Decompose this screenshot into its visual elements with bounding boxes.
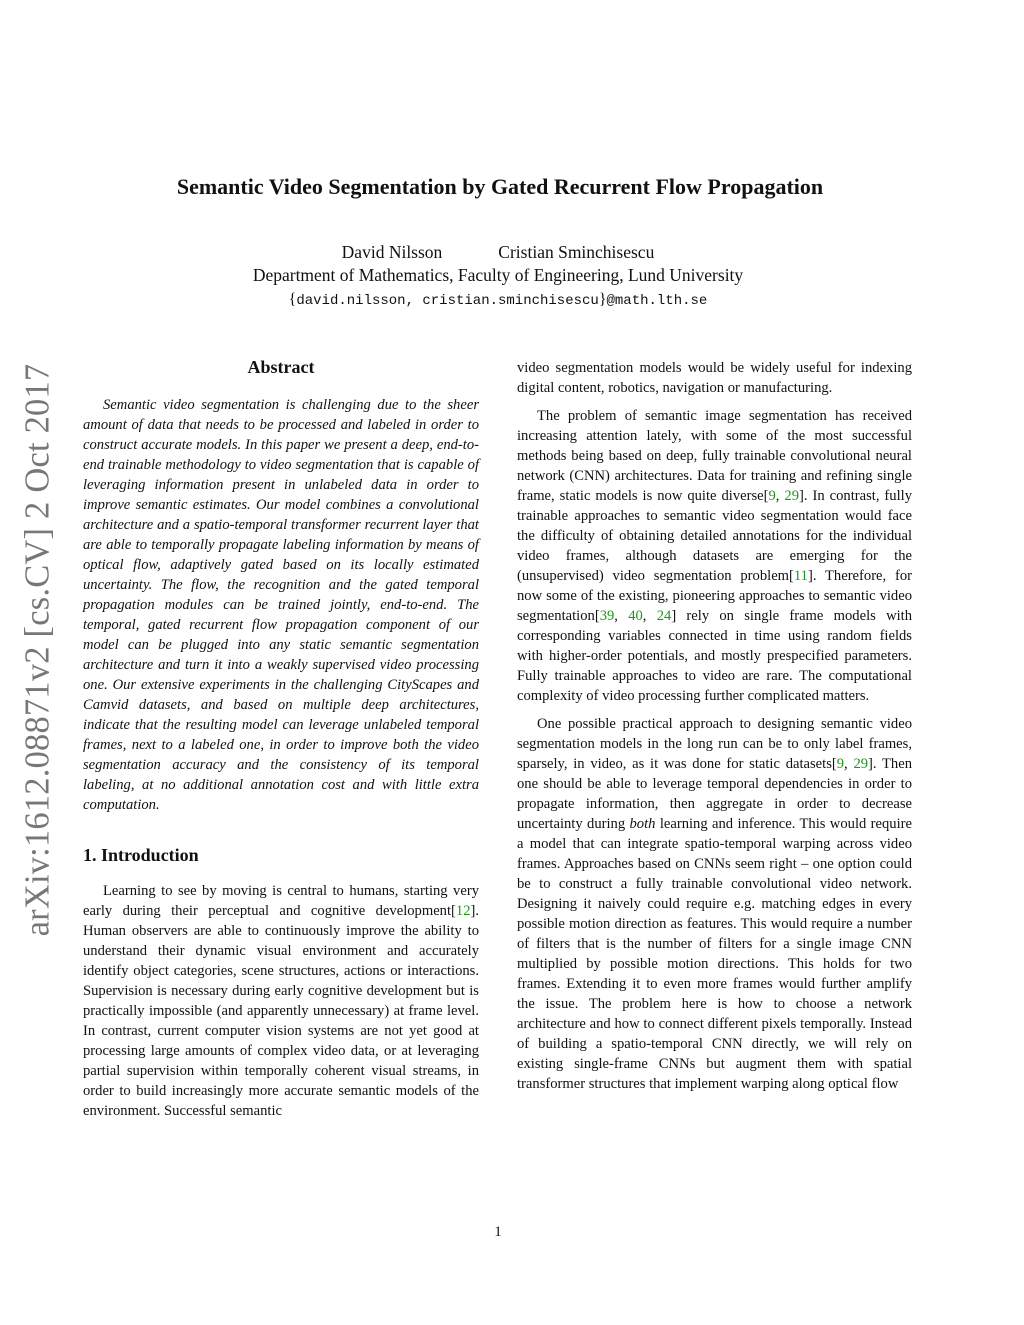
author-name: Cristian Sminchisescu: [498, 242, 655, 262]
left-column: [83, 355, 479, 1121]
page-number: 1: [494, 1224, 502, 1240]
author-list: [0, 242, 996, 263]
abstract-heading: Abstract: [247, 357, 315, 377]
email-brace-close: }: [598, 291, 607, 308]
email-brace-open: {: [288, 291, 297, 308]
arxiv-identifier: [8, 363, 68, 937]
citation-link[interactable]: 39: [599, 608, 615, 624]
citation-link[interactable]: 40: [628, 608, 643, 624]
abstract-text: Semantic video segmentation is challenging due to the sheer amount of data that needs to be processed and labeled in order to construct accurate models. In this paper we present a deep, end-to-end trainable methodology to video segmentation that is capable of leveraging information present in unlabeled data in order to improve semantic estimates. Our model combines a convolutional architecture and a spatio-temporal transformer recurrent layer that are able to temporally propagate labeling information by means of optical flow, adaptively gated based on its locally estimated uncertainty. The flow, the recognition and the gated temporal propagation modules can be trained jointly, end-to-end. The temporal, gated recurrent flow propagation component of our model can be plugged into any static semantic segmentation architecture and turn it into a weakly supervised video processing one. Our extensive experiments in the challenging CityScapes and Camvid datasets, and based on multiple deep architectures, indicate that the resulting model can leverage unlabeled temporal frames, next to a labeled one, in order to improve both the video segmentation accuracy and the consistency of its temporal labeling, at no additional annotation cost and with little extra computation.: [83, 397, 479, 813]
right-column: [517, 358, 912, 1094]
citation-link[interactable]: 29: [853, 756, 869, 772]
email-users: david.nilsson, cristian.sminchisescu: [296, 293, 599, 309]
citation-link[interactable]: 24: [656, 608, 672, 624]
emphasis: both: [629, 816, 656, 832]
intro-paragraph: Learning to see by moving is central to humans, starting very early during their perceptual and cognitive development[12]. Human observers are able to continuously improve the ability to understand their dynamic visual environment and accurately identify object categories, scene structures, actions or interactions. Supervision is necessary during early cognitive development but is practically impossible (and apparently unnecessary) at frame level. In contrast, current computer vision systems are not yet good at processing large amounts of complex video data, or at leveraging partial supervision within temporally coherent visual streams, in order to build increasingly more accurate semantic models of the environment. Successful semantic: [83, 883, 479, 1119]
arxiv-identifier-text: arXiv:1612.08871v2 [cs.CV] 2 Oct 2017: [18, 363, 57, 937]
citation-link[interactable]: 9: [768, 488, 776, 504]
introduction-heading: 1. Introduction: [83, 845, 199, 865]
intro-paragraph: The problem of semantic image segmentation has received increasing attention lately, with some of the most successful methods being based on deep, fully trainable convolutional neural network (CNN) architectures. Data for training and refining single frame, static models is now quite diverse[9, 29]. In contrast, fully trainable approaches to semantic video segmentation would face the difficulty of obtaining detailed annotations for the individual video frames, although datasets are emerging for the (unsupervised) video segmentation problem[11]. Therefore, for now some of the existing, pioneering approaches to semantic video segmentation[39, 40, 24] rely on single frame models with corresponding variables connected in time using random fields with higher-order potentials, and mostly prespecified parameters. Fully trainable approaches to video are rare. The computational complexity of video processing further complicated matters.: [517, 408, 913, 704]
author-name: David Nilsson: [341, 242, 443, 262]
affiliation: Department of Mathematics, Faculty of Engineering, Lund University: [252, 265, 744, 285]
author-emails: [0, 291, 996, 309]
citation-link[interactable]: 12: [455, 903, 471, 919]
citation-link[interactable]: 11: [793, 568, 808, 584]
intro-paragraph-continued: video segmentation models would be widely useful for indexing digital content, robotics, navigation or manufacturing.: [517, 360, 912, 396]
paper-title: Semantic Video Segmentation by Gated Recurrent Flow Propagation: [176, 174, 824, 199]
email-domain: @math.lth.se: [606, 293, 708, 309]
intro-paragraph: One possible practical approach to designing semantic video segmentation models in the long run can be to only label frames, sparsely, in video, as it was done for static datasets[9, 29]. Then one should be able to leverage temporal dependencies in order to propagate information, then aggregate in order to decrease uncertainty during both learning and inference. This would require a model that can integrate spatio-temporal warping across video frames. Approaches based on CNNs seem right – one option could be to construct a fully trainable convolutional video network. Designing it naively could require e.g. matching edges in every possible motion direction as features. This would require a number of filters that is the number of filters for a single image CNN multiplied by possible motion directions. This holds for two frames. Extending it to even more frames would further amplify the issue. The problem here is how to choose a network architecture and how to connect different pixels temporally. Instead of building a spatio-temporal CNN directly, we will rely on existing single-frame CNNs but augment them with spatial transformer structures that implement warping along optical flow: [517, 716, 912, 1092]
citation-link[interactable]: 29: [784, 488, 800, 504]
citation-link[interactable]: 9: [836, 756, 845, 772]
